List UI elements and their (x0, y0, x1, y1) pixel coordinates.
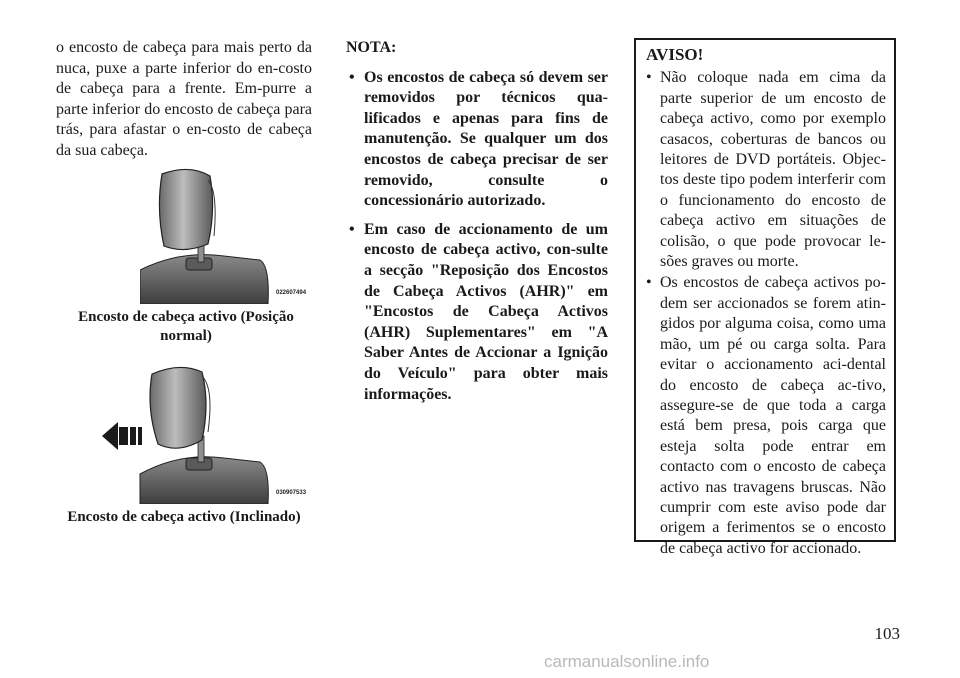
warning-box (634, 38, 896, 557)
figure-code: 030907533 (276, 490, 307, 496)
headrest-normal-illustration (140, 166, 318, 304)
note-item: • Em caso de accionamento de um encosto de cabeça activo, con-sulte a secção "Reposição dos Encostos de Cabeça Activos (AHR)" em "Encostos de Cabeça Activos (AHR) Suplementares" em "A Saber Antes de Accionar a Ignição do Veículo" para obter mais informações. (346, 220, 608, 405)
warning-list (646, 68, 886, 559)
note-section (346, 38, 608, 413)
note-list (346, 68, 608, 406)
figure-caption: Encosto de cabeça activo (Posição normal) (78, 309, 294, 344)
headrest-normal-figure (140, 166, 318, 304)
warning-item: • Não coloque nada em cima da parte superior de um encosto de cabeça activo, como por exemplo casacos, coberturas de bancos ou leitores de DVD portáteis. Objec-tos deste tipo podem interferir com o funcionamento do encosto de cabeça activo em situações de colisão, o que pode provocar le-sões graves ou morte. (646, 68, 886, 272)
headrest-tilted-illustration (98, 364, 318, 504)
warning-item: • Os encostos de cabeça activos po-dem ser accionados se forem atin-gidos por alguma coisa, como uma mão, um pé ou carga solta. Para evitar o accionamento aci-dental do encosto de cabeça ac-tivo, assegure-se de que toda a carga está bem presa, pois carga que esteja solta pode entrar em contacto com o encosto de cabeça activo nas travagens bruscas. Não cumprir com este aviso pode dar origem a ferimentos se o encosto de cabeça activo for accionado. (646, 273, 886, 559)
page-number: 103 (874, 624, 900, 643)
headrest-tilted-figure (98, 364, 318, 504)
figure-caption: Encosto de cabeça activo (Inclinado) (67, 509, 301, 525)
note-item: • Os encostos de cabeça só devem ser removidos por técnicos qua-lificados e apenas para fins de manutenção. Se qualquer um dos encostos de cabeça precisar de ser removido, consulte o concessionário autorizado. (346, 68, 608, 212)
warning-title: AVISO! (646, 45, 704, 64)
watermark: carmanualsonline.info (544, 652, 710, 671)
note-title: NOTA: (346, 39, 397, 56)
figure-code: 022607494 (276, 290, 307, 296)
arrow-left-icon (102, 422, 142, 450)
intro-paragraph: o encosto de cabeça para mais perto da nuca, puxe a parte inferior do en-costo de cabeça para a frente. Em-purre a parte inferior do encosto de cabeça para trás, para afastar o en-costo de cabeça da sua cabeça. (56, 39, 312, 159)
